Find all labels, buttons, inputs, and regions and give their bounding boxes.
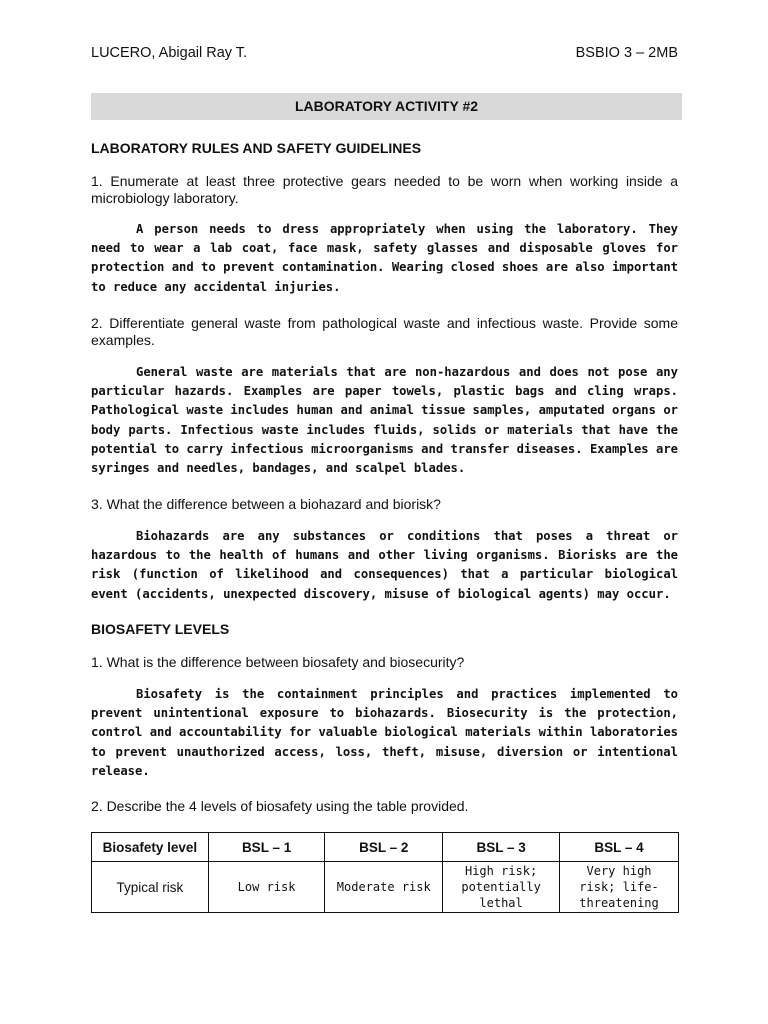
section-heading-rules: LABORATORY RULES AND SAFETY GUIDELINES <box>91 140 422 156</box>
table-header-cell: BSL – 4 <box>560 833 679 862</box>
question-rules-2: 2. Differentiate general waste from pathological waste and infectious waste. Provide some examples. <box>91 315 678 348</box>
question-biosafety-2: 2. Describe the 4 levels of biosafety using the table provided. <box>91 798 469 814</box>
answer-rules-3: Biohazards are any substances or conditions that poses a threat or hazardous to the health of humans and other living organisms. Biorisks are the risk (function of likelihood and consequences) that a particular biological event (accidents, unexpected discovery, misuse of biological agents) may occur. <box>91 529 678 601</box>
table-header-cell: BSL – 3 <box>443 833 560 862</box>
table-row-label: Typical risk <box>92 862 209 913</box>
student-name: LUCERO, Abigail Ray T. <box>91 45 248 61</box>
answer-biosafety-1: Biosafety is the containment principles and practices implemented to prevent unintentional exposure to biohazards. Biosecurity is the protection, control and accountability for valuable biological materials within laboratories to prevent unauthorized access, loss, theft, misuse, diversion or intentional release. <box>91 687 678 778</box>
answer-rules-1: A person needs to dress appropriately when using the laboratory. They need to wear a lab coat, face mask, safety glasses and disposable gloves for protection and to prevent contamination. Wearing closed shoes are also important to reduce any accidental injuries. <box>91 222 678 294</box>
table-cell: Moderate risk <box>325 862 443 913</box>
table-header-cell: Biosafety level <box>92 833 209 862</box>
question-rules-3: 3. What the difference between a biohazard and biorisk? <box>91 496 441 512</box>
table-cell: High risk; potentially lethal <box>443 862 560 913</box>
biosafety-table <box>91 832 679 913</box>
table-cell: Low risk <box>208 862 325 913</box>
table-header-row <box>92 833 679 862</box>
question-rules-1: 1. Enumerate at least three protective gears needed to be worn when working inside a microbiology laboratory. <box>91 173 678 206</box>
table-header-cell: BSL – 2 <box>325 833 443 862</box>
activity-title: LABORATORY ACTIVITY #2 <box>91 93 682 120</box>
section-heading-biosafety: BIOSAFETY LEVELS <box>91 621 230 637</box>
page-header <box>91 45 678 65</box>
course-section: BSBIO 3 – 2MB <box>575 45 678 61</box>
question-biosafety-1: 1. What is the difference between biosafety and biosecurity? <box>91 654 465 670</box>
table-header-cell: BSL – 1 <box>208 833 325 862</box>
table-cell: Very high risk; life-threatening <box>560 862 679 913</box>
table-row <box>92 862 679 913</box>
answer-rules-2: General waste are materials that are non-hazardous and does not pose any particular hazards. Examples are paper towels, plastic bags and cling wraps. Pathological waste includes human and animal tissue samples, amputated organs or body parts. Infectious waste includes fluids, solids or materials that have the potential to carry infectious microorganisms and transfer diseases. Examples are syringes and needles, bandages, and scalpel blades. <box>91 365 678 476</box>
